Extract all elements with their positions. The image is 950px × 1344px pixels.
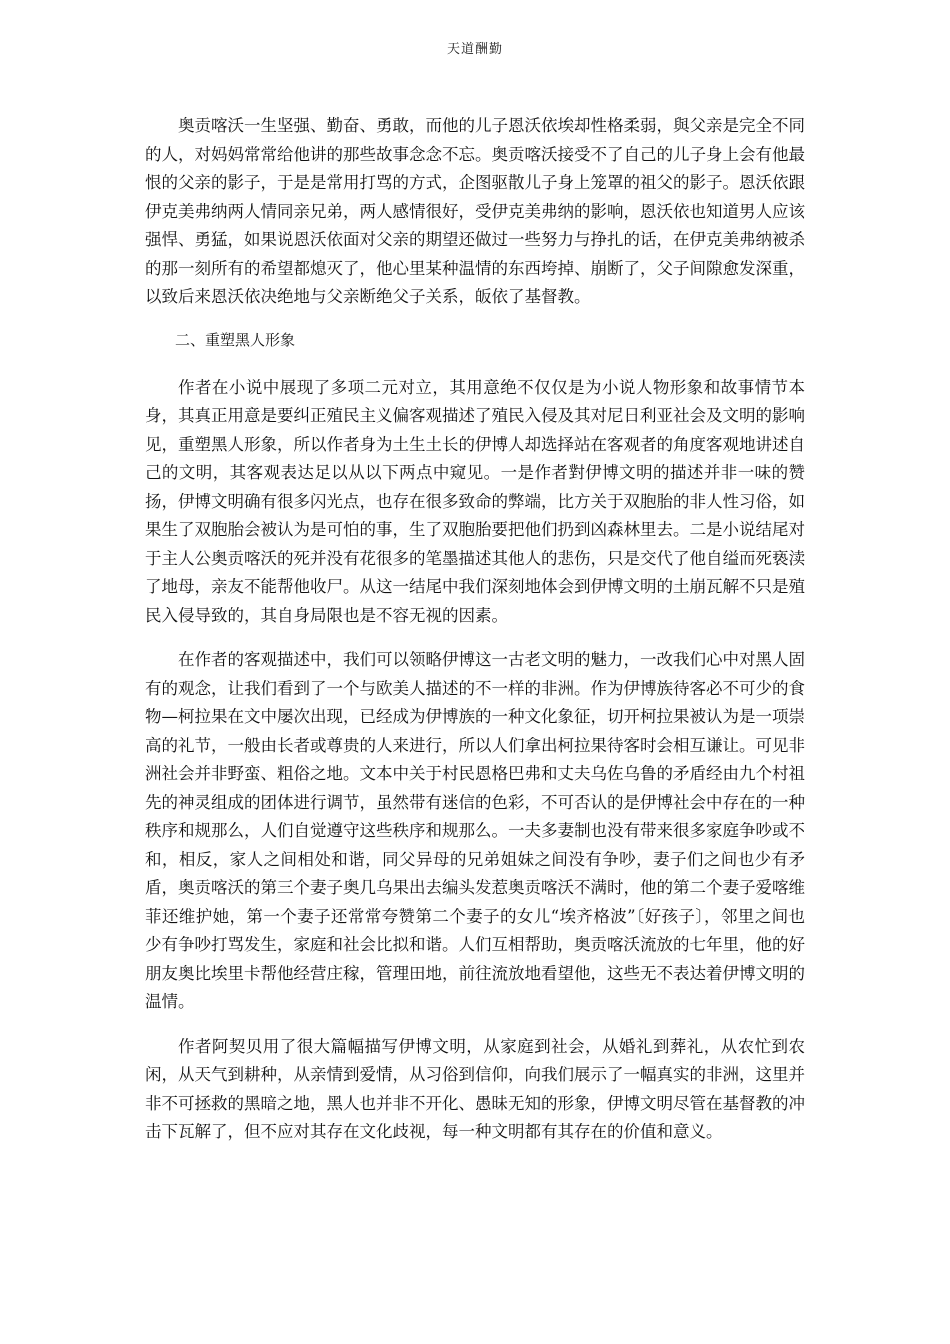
body-paragraph-3: 在作者的客观描述中，我们可以领略伊博这一古老文明的魅力，一改我们心中对黑人固有的观念，让我们看到了一个与欧美人描述的不一样的非洲。作为伊博族待客必不可少的食物—柯拉果在文中屡次出现，已经成为伊博族的一种文化象征，切开柯拉果被认为是一项崇高的礼节，一般由长者或尊贵的人来进行，所以人们拿出柯拉果待客时会相互谦让。可见非洲社会并非野蛮、粗俗之地。文本中关于村民恩格巴弗和丈夫乌佐乌鲁的矛盾经由九个村祖先的神灵组成的团体进行调节，虽然带有迷信的色彩，不可否认的是伊博社会中存在的一种秩序和规那么，人们自觉遵守这些秩序和规那么。一夫多妻制也没有带来很多家庭争吵或不和，相反，家人之间相处和谐，同父异母的兄弟姐妹之间没有争吵，妻子们之间也少有矛盾，奥贡喀沃的第三个妻子奥几乌果出去编头发惹奥贡喀沃不满时，他的第二个妻子爱喀维菲还维护她，第一个妻子还常常夸赞第二个妻子的女儿“埃齐格波”〔好孩子〕，邻里之间也少有争吵打骂发生，家庭和社会比拟和谐。人们互相帮助，奥贡喀沃流放的七年里，他的好朋友奥比埃里卡帮他经营庄稼，管理田地，前往流放地看望他，这些无不表达着伊博文明的温情。: [145, 650, 805, 1011]
section-heading: 二、重塑黑人形象: [175, 330, 296, 349]
document-body: [145, 112, 805, 1163]
body-paragraph-4: 作者阿契贝用了很大篇幅描写伊博文明，从家庭到社会，从婚礼到葬礼，从农忙到农闲，从天气到耕种，从亲情到爱情，从习俗到信仰，向我们展示了一幅真实的非洲，这里并非不可拯救的黑暗之地，黑人也并非不开化、愚昧无知的形象，伊博文明尽管在基督教的冲击下瓦解了，但不应对其存在文化歧视，每一种文明都有其存在的价值和意义。: [145, 1036, 805, 1141]
page-header: 天道酬勤: [446, 42, 503, 57]
body-paragraph-1: 奥贡喀沃一生坚强、勤奋、勇敢，而他的儿子恩沃依埃却性格柔弱，與父亲是完全不同的人，对妈妈常常给他讲的那些故事念念不忘。奥贡喀沃接受不了自己的儿子身上会有他最恨的父亲的影子，于是是常用打骂的方式，企图驱散儿子身上笼罩的祖父的影子。恩沃依跟伊克美弗纳两人情同亲兄弟，两人感情很好，受伊克美弗纳的影响，恩沃依也知道男人应该强悍、勇猛，如果说恩沃依面对父亲的期望还做过一些努力与挣扎的话，在伊克美弗纳被杀的那一刻所有的希望都熄灭了，他心里某种温情的东西垮掉、崩断了，父子间隙愈发深重，以致后来恩沃依决绝地与父亲断绝父子关系，皈依了基督教。: [145, 116, 805, 306]
body-paragraph-2: 作者在小说中展现了多项二元对立，其用意绝不仅仅是为小说人物形象和故事情节本身，其真正用意是要纠正殖民主义偏客观描述了殖民入侵及其对尼日利亚社会及文明的影响见，重塑黑人形象，所以作者身为土生土长的伊博人却选择站在客观者的角度客观地讲述自己的文明，其客观表达足以从以下两点中窥见。一是作者對伊博文明的描述并非一味的赞扬，伊博文明确有很多闪光点，也存在很多致命的弊端，比方关于双胞胎的非人性习俗，如果生了双胞胎会被认为是可怕的事，生了双胞胎要把他们扔到凶森林里去。二是小说结尾对于主人公奥贡喀沃的死并没有花很多的笔墨描述其他人的悲伤，只是交代了他自缢而死亵渎了地母，亲友不能帮他收尸。从这一结尾中我们深刻地体会到伊博文明的土崩瓦解不只是殖民入侵导致的，其自身局限也是不容无视的因素。: [145, 377, 805, 625]
